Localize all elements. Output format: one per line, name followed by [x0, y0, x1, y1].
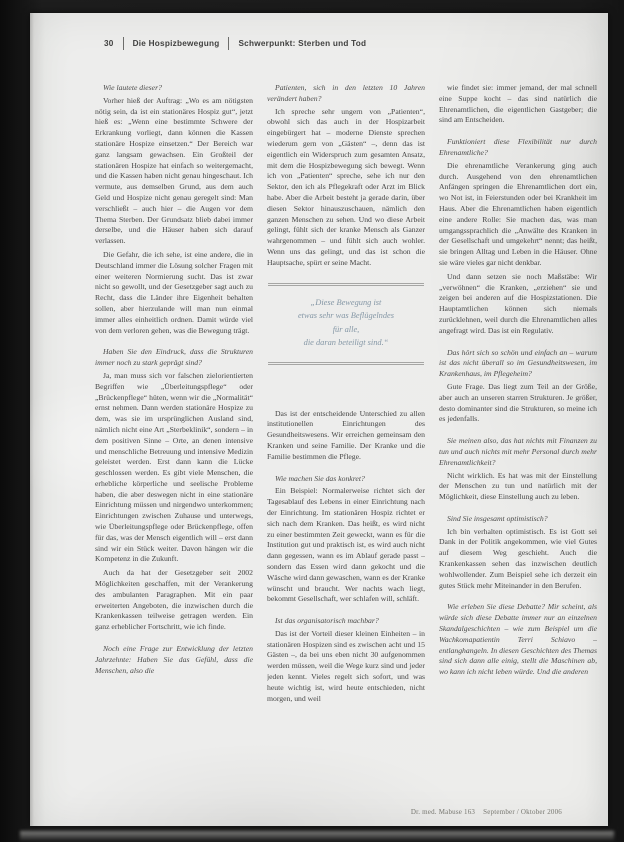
- body-paragraph: Das ist der Vorteil dieser kleinen Einheiten – in stationären Hospizen sind es zwischen acht und 15 Gästen –, da bei uns eben nicht 30 aufgenommen werden müssen, weil die Wege kurz sind und jeder jeden kennt. Vieles regelt sich sofort, und was heute wichtig ist, wird heute entschieden, nicht morgen, und weil: [267, 628, 425, 703]
- body-paragraph: Ein Beispiel: Normalerweise richtet sich der Tagesablauf des Lebens in einer Einrichtung nach der Einrichtung. Im stationären Hospiz richtet er sich nach dem Kranken. Das heißt, es wird nicht zu einer bestimmten Zeit geweckt, wann es für die Institution gut und praktisch ist, es wird auch nicht dann gegessen, wann es im Ablauf gerade passt – sondern das Essen wird dann gekocht und die Wäsche wird dann gewaschen, wann es der Kranke wünscht und braucht. Wer nachts wach liegt, bekommt Gesellschaft, wer schlafen will, schläft.: [267, 486, 425, 604]
- body-paragraph: Auch da hat der Gesetzgeber seit 2002 Möglichkeiten geschaffen, mit der Verankerung des ambulanten Paragraphen. Mit ein paar erweiterten Angeboten, die inzwischen durch die Krankenkassen teilweise getragen werden. Ein ganz erheblicher Fortschritt, wie ich finde.: [95, 568, 253, 632]
- interview-question: Wie machen Sie das konkret?: [275, 473, 365, 483]
- interview-question: Patienten, sich in den letzten 10 Jahren verändert haben?: [267, 83, 425, 103]
- interview-question: Wie erleben Sie diese Debatte? Mir scheint, als würde sich diese Debatte immer nur an einzelnen Skandalgeschichten – wie zum Beispiel um die Wachkomapatientin Terri Schiavo – entlanghangeln. In diesen Geschichten des Themas sind sich dann alle einig, stellt die Maschinen ab, wo kann ich nicht leben würde. Und die anderen: [439, 602, 597, 677]
- interview-question: Sind Sie insgesamt optimistisch?: [447, 513, 548, 523]
- interview-question: Wie lautete dieser?: [103, 83, 162, 92]
- body-paragraph: wie findet sie: immer jemand, der mal schnell eine Suppe kocht – das sind natürlich die Ehrenamtlichen, die eigentlichen Gastgeber; die sind am Entscheiden.: [439, 83, 597, 125]
- interview-question: Das hört sich so schön und einfach an – warum ist das nicht überall so im Gesundheitswesen, im Krankenhaus, im Pflegeheim?: [439, 347, 597, 379]
- header-topic-title: Schwerpunkt: Sterben und Tod: [238, 39, 367, 48]
- body-paragraph: Das ist der entscheidende Unterschied zu allen institutionellen Einrichtungen des Gesundheitswesens. Wir erreichen gemeinsam den Kranken und seine Familie. Der Kranke und die Familie bestimmen die Pflege.: [267, 408, 425, 461]
- body-paragraph: Und dann setzen sie noch Maßstäbe: Wir „verwöhnen“ die Kranken, „erziehen“ sie und zeigen bei anderen auf die Hospizstationen. Die Hauptamtlichen können sich niemals zurücklehnen, weil durch die Ehrenamtlichen alles angefragt wird. Das ist ein Regulativ.: [439, 271, 597, 335]
- page-header: [104, 37, 366, 50]
- pull-quote-line: die daran beteiligt sind.“: [303, 338, 389, 348]
- interview-question: Sie meinen also, das hat nichts mit Finanzen zu tun und auch nichts mit mehr Personal durch mehr Ehrenamtlichkeit?: [439, 436, 597, 467]
- body-paragraph: Ja, man muss sich vor falschen zielorientierten Begriffen wie „Überleitungspflege“ oder „Brückenpflege“ hüten, wenn wir die „Normalität“ ernst nehmen. Dann werden stationäre Hospize zu dem, was sie im ursprünglichen Ausland sind, nämlich nicht eine Art „Sterbeklinik“, sondern – in dem positiven Sinne – Orte, an denen intensive und menschliche Betreuung und intensive Medizin geleistet werden. Erst dann kann die Lücke geschlossen werden. Es gibt viele Menschen, die erhebliche körperliche und seelische Probleme haben, die aber deswegen nicht in eine stationäre Einrichtung müssen und nirgendwo unterkommen; Einrichtungen zwischen Zuhause und unterwegs, wie Überleitungspflege oder Brückenpflege, offen für das, was der Mensch eigentlich will – erst dann sind wir ein Stück weiter. Davon hängen wir die Kompetenz in die Zukunft.: [95, 370, 253, 564]
- body-paragraph: Nicht wirklich. Es hat was mit der Einstellung der Menschen zu tun und natürlich mit der Möglichkeit, diese Einstellung auch zu leben.: [439, 470, 597, 502]
- pull-quote-line: „Diese Bewegung ist: [310, 297, 382, 307]
- page-footer: [411, 808, 562, 816]
- header-divider: [123, 37, 124, 50]
- pull-quote-line: für alle,: [332, 324, 360, 334]
- magazine-page: [30, 13, 608, 826]
- interview-question: Funktioniert diese Flexibilität nur durch Ehrenamtliche?: [439, 137, 597, 157]
- body-paragraph: Die Gefahr, die ich sehe, ist eine andere, die in Deutschland immer die Lösung solcher Fragen mit einer weiteren Normierung sucht. Das ist zwar nicht so gewollt, und der Gesetzgeber sagt auch zu Recht, dass die Länder ihre Eigenheit behalten sollen, aber hierzulande will man nun einmal immer alles einheitlich ordnen. Damit würde viel von dem verloren gehen, was die Bewegung trägt.: [95, 249, 253, 335]
- header-divider: [228, 37, 229, 50]
- page-number: 30: [104, 39, 114, 48]
- body-paragraph: Vorher hieß der Auftrag: „Wo es am nötigsten nötig sein, da ist ein stationäres Hospiz gut“, jetzt hieß es: „Wenn eine bestimmte Schwere der Erkrankung vorliegt, dann können die Kassen stationäre Hospize einsetzen.“ Der Bereich war ganz langsam gewachsen. Ein Großteil der stationären Hospize hat einfach so weitergemacht, und die Kassen haben nicht genau hingeschaut. Ich vermute, aus demselben Grund, aus dem auch Geld und Hospize nicht genau geregelt sind: Man verschließt – auch hier – die Augen vor dem Thema Sterben. Der Grundsatz blieb dabei immer derselbe, und die Häuser haben sich darauf verlassen.: [95, 95, 253, 246]
- header-section-title: Die Hospizbewegung: [132, 39, 220, 48]
- text-column-3: [439, 83, 597, 823]
- footer-journal-name: Dr. med. Mabuse 163: [410, 808, 476, 816]
- interview-question: Noch eine Frage zur Entwicklung der letzten Jahrzehnte: Haben Sie das Gefühl, dass die Menschen, also die: [95, 644, 253, 675]
- body-paragraph: Die ehrenamtliche Verankerung ging auch durch. Ausgehend von den ehrenamtlichen Anfängen springen die Ehrenamtlichen dort ein, wo Not ist, in Feierstunden oder bei Krankheit im Haus. Aber die Ehrenamtlichen haben eigentlich eine andere Rolle: Sie machen das, was man umgangssprachlich die „Anwälte des Kranken in der Gesellschaft und umgekehrt“ nennt; das heißt, sie bringen Alltag und Leben in die Häuser. Ohne sie wäre vieles gar nicht denkbar.: [439, 160, 597, 267]
- article-body: [95, 83, 598, 823]
- scanner-light-leak: [20, 831, 614, 842]
- body-paragraph: Ich bin verhalten optimistisch. Es ist Gott sei Dank in der Politik angekommen, wie viel Gutes auf diesem Weg geschieht. Auch die Krankenkassen sehen das inzwischen deutlich wohlwollender. Zum Beispiel sehe ich derzeit ein gutes Stück mehr Miteinander in den Berufen.: [439, 526, 597, 590]
- footer-issue-date: September / Oktober 2006: [483, 808, 562, 816]
- pull-quote-line: etwas sehr was Beflügelndes: [297, 311, 395, 321]
- interview-question: Ist das organisatorisch machbar?: [275, 616, 379, 626]
- interview-question: Haben Sie den Eindruck, dass die Strukturen immer noch zu stark geprägt sind?: [95, 347, 253, 368]
- body-paragraph: Gute Frage. Das liegt zum Teil an der Größe, aber auch an unseren starren Strukturen. Je größer, desto dominanter sind die Strukturen, so meine ich es jedenfalls.: [439, 381, 597, 424]
- body-paragraph: Ich spreche sehr ungern von „Patienten“, obwohl sich das auch in der Hospizarbeit eingebürgert hat – moderne Dienste sprechen wiederum gern von „Gästen“ –, denn das ist eigentlich ein Widerspruch zum gesamten Ansatz, mit dem die Hospizbewegung sich bewegt. Wenn ich von „Patienten“ spreche, sehe ich nur den Sektor, den ich als Pflegekraft oder Arzt im Blick habe. Aber die Arbeit besteht ja gerade darin, über diesen Sektor hinauszuschauen, nämlich den ganzen Menschen zu sehen. Und wo diese Arbeit gelingt, fühlt sich der kranke Mensch als Ganzer wahrgenommen – und fühlt sich auch wohler. Wenn uns das gelingt, und das ist schon die Hauptsache, spürt er seine Macht.: [267, 106, 425, 267]
- text-column-1: [95, 83, 253, 823]
- text-column-2: [267, 83, 425, 823]
- pull-quote: [268, 283, 424, 365]
